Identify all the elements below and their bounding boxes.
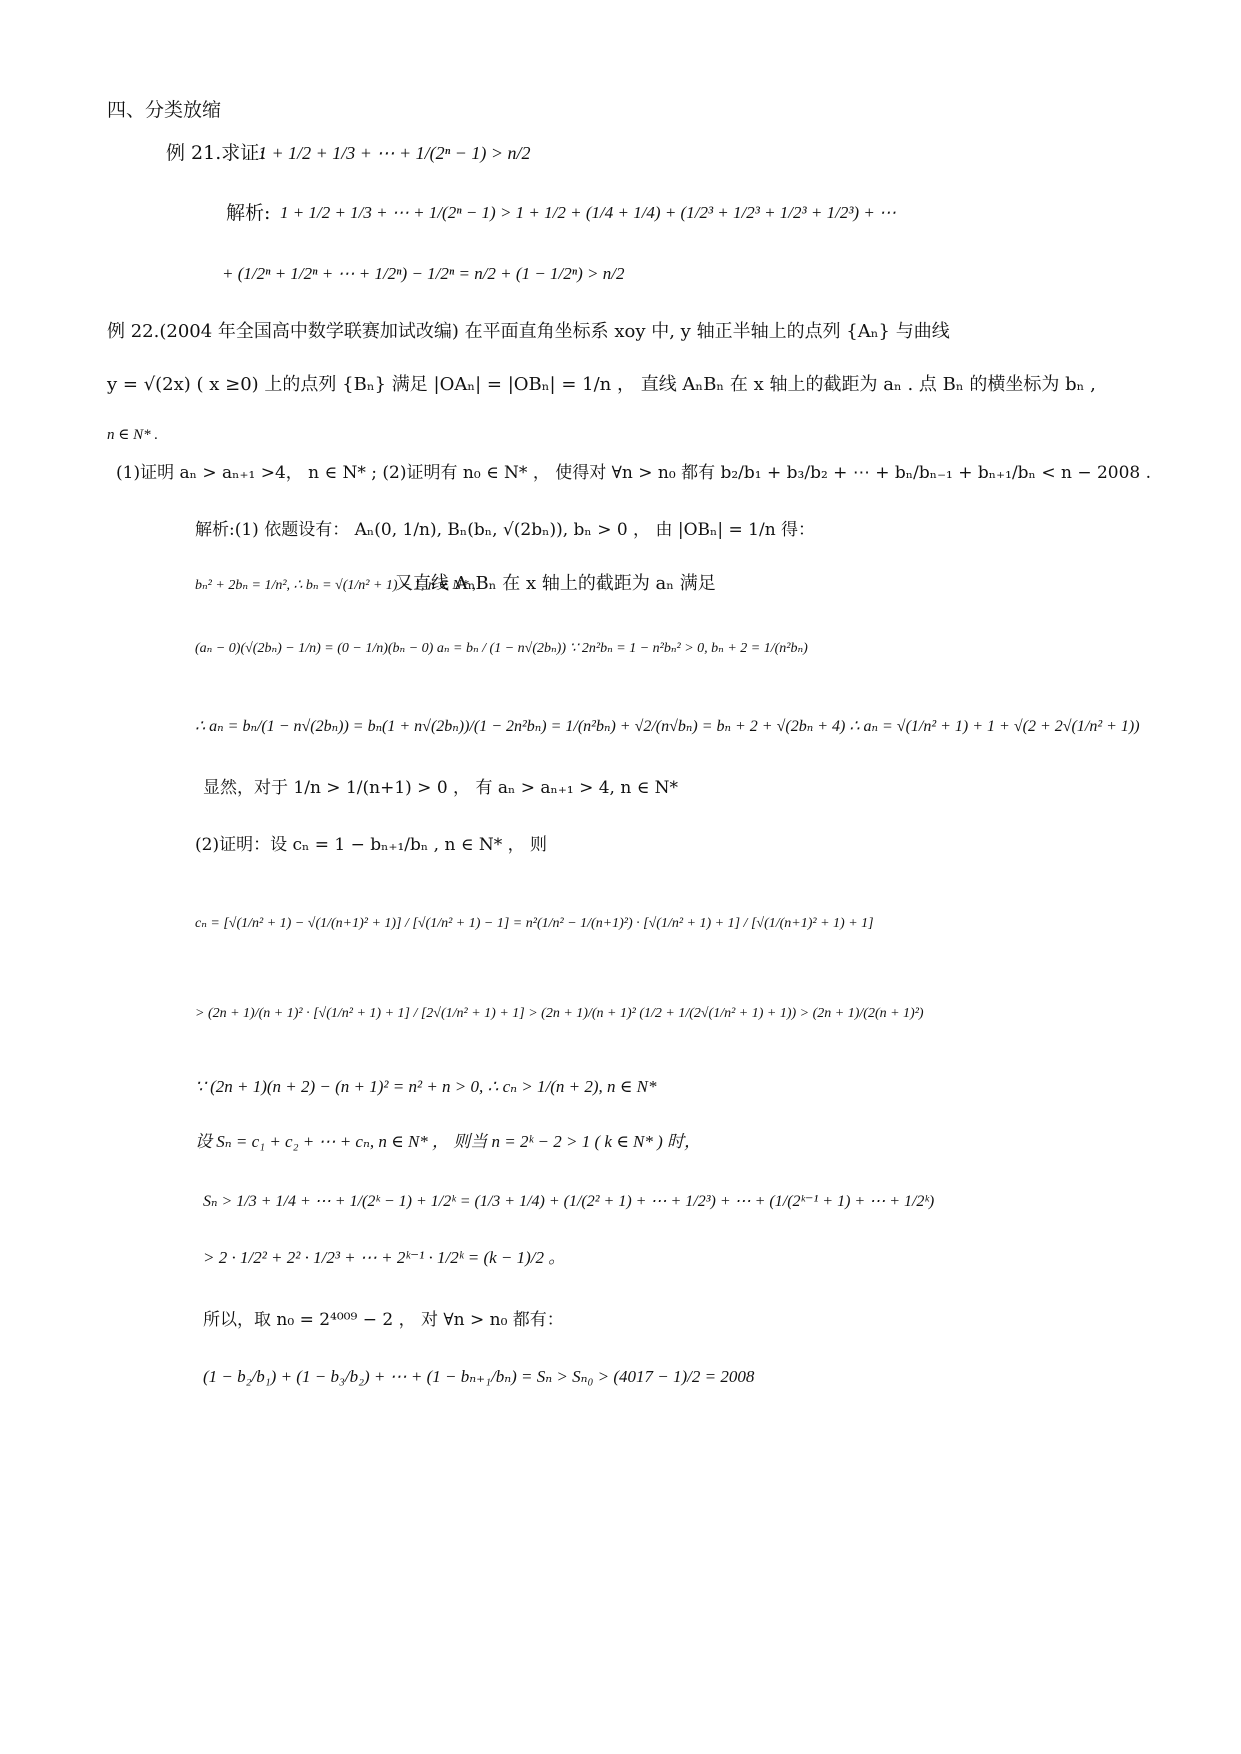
example-21-solution-line-1: 1 + 1/2 + 1/3 + ⋯ + 1/(2ⁿ − 1) > 1 + 1/2 + (1/4 + 1/4) + (1/2³ + 1/2³ + 1/2³ + 1/2³) + ⋯ bbox=[280, 203, 897, 222]
example-21-solution-line-2: + (1/2ⁿ + 1/2ⁿ + ⋯ + 1/2ⁿ) − 1/2ⁿ = n/2 + (1 − 1/2ⁿ) > n/2 bbox=[222, 264, 625, 283]
solution-1-line-2b: 又直线 AₙBₙ 在 x 轴上的截距为 aₙ 满足 bbox=[395, 573, 716, 594]
solution-2-line-2: cₙ = [√(1/n² + 1) − √(1/(n+1)² + 1)] / [√(1/n² + 1) − 1] = n²(1/n² − 1/(n+1)²) · [√(1/n² + 1) + 1] / [√(1/(n+1)² + 1) + 1] bbox=[195, 916, 874, 931]
solution-2-line-9: (1 − b₂/b₁) + (1 − b₃/b₂) + ⋯ + (1 − bₙ₊₁/bₙ) = Sₙ > Sₙ₀ > (4017 − 1)/2 = 2008 bbox=[203, 1367, 755, 1386]
solution-2-line-6: Sₙ > 1/3 + 1/4 + ⋯ + 1/(2ᵏ − 1) + 1/2ᵏ = (1/3 + 1/4) + (1/(2² + 1) + ⋯ + 1/2³) + ⋯ + (1/(2ᵏ⁻¹ + 1) + ⋯ + 1/2ᵏ) bbox=[203, 1193, 935, 1210]
example-21-label: 例 21.求证: bbox=[166, 142, 266, 164]
solution-2-line-1: (2)证明：设 cₙ = 1 − bₙ₊₁/bₙ , n ∈ N* ， 则 bbox=[195, 835, 548, 855]
solution-1-line-1: 解析:(1) 依题设有： Aₙ(0, 1/n), Bₙ(bₙ, √(2bₙ)), bₙ > 0 ， 由 |OBₙ| = 1/n 得： bbox=[195, 520, 816, 540]
example-22-question: (1)证明 aₙ > aₙ₊₁ >4， n ∈ N* ; (2)证明有 n₀ ∈ N* ， 使得对 ∀n > n₀ 都有 b₂/b₁ + b₃/b₂ + ⋯ + bₙ/bₙ₋₁ + bₙ₊₁/bₙ < n − 2008 . bbox=[116, 463, 1152, 483]
solution-2-line-8: 所以，取 n₀ = 2⁴⁰⁰⁹ − 2 ， 对 ∀n > n₀ 都有： bbox=[203, 1310, 564, 1330]
example-21-statement: 1 + 1/2 + 1/3 + ⋯ + 1/(2ⁿ − 1) > n/2 bbox=[258, 143, 531, 163]
solution-1-line-5: 显然，对于 1/n > 1/(n+1) > 0 ， 有 aₙ > aₙ₊₁ > 4, n ∈ N* bbox=[203, 778, 679, 798]
solution-1-line-2a: bₙ² + 2bₙ = 1/n², ∴ bₙ = √(1/n² + 1) − 1, n ∈ N* , bbox=[195, 578, 476, 593]
solution-2-line-5: 设 Sₙ = c₁ + c₂ + ⋯ + cₙ, n ∈ N* ， 则当 n = 2ᵏ − 2 > 1 ( k ∈ N* ) 时， bbox=[195, 1132, 702, 1151]
example-22-intro: 例 22.(2004 年全国高中数学联赛加试改编) 在平面直角坐标系 xoy 中, y 轴正半轴上的点列 {Aₙ} 与曲线 bbox=[107, 321, 950, 342]
example-22-intro-2: y = √(2x) ( x ≥0) 上的点列 {Bₙ} 满足 |OAₙ| = |OBₙ| = 1/n ， 直线 AₙBₙ 在 x 轴上的截距为 aₙ . 点 Bₙ 的横坐标为 bₙ , bbox=[107, 374, 1096, 395]
section-heading: 四、分类放缩 bbox=[107, 99, 222, 121]
solution-2-line-7: > 2 · 1/2² + 2² · 1/2³ + ⋯ + 2ᵏ⁻¹ · 1/2ᵏ = (k − 1)/2 。 bbox=[203, 1248, 566, 1267]
solution-1-line-4: ∴ aₙ = bₙ/(1 − n√(2bₙ)) = bₙ(1 + n√(2bₙ))/(1 − 2n²bₙ) = 1/(n²bₙ) + √2/(n√bₙ) = bₙ + 2 + √(2bₙ + 4) ∴ aₙ = √(1/n² + 1) + 1 + √(2 + 2√(1/n² + 1)) bbox=[195, 718, 1140, 735]
example-22-intro-3: n ∈ N* . bbox=[107, 427, 159, 443]
solution-2-line-4: ∵ (2n + 1)(n + 2) − (n + 1)² = n² + n > 0, ∴ cₙ > 1/(n + 2), n ∈ N* bbox=[195, 1077, 657, 1096]
solution-2-line-3: > (2n + 1)/(n + 1)² · [√(1/n² + 1) + 1] / [2√(1/n² + 1) + 1] > (2n + 1)/(n + 1)² (1/2 + 1/(2√(1/n² + 1) + 1)) > (2n + 1)/(2(n + 1)²) bbox=[195, 1006, 924, 1021]
example-21-solution-label: 解析: bbox=[226, 202, 271, 224]
solution-1-line-3: (aₙ − 0)(√(2bₙ) − 1/n) = (0 − 1/n)(bₙ − 0) aₙ = bₙ / (1 − n√(2bₙ)) ∵ 2n²bₙ = 1 − n²bₙ² > 0, bₙ + 2 = 1/(n²bₙ) bbox=[195, 641, 808, 656]
